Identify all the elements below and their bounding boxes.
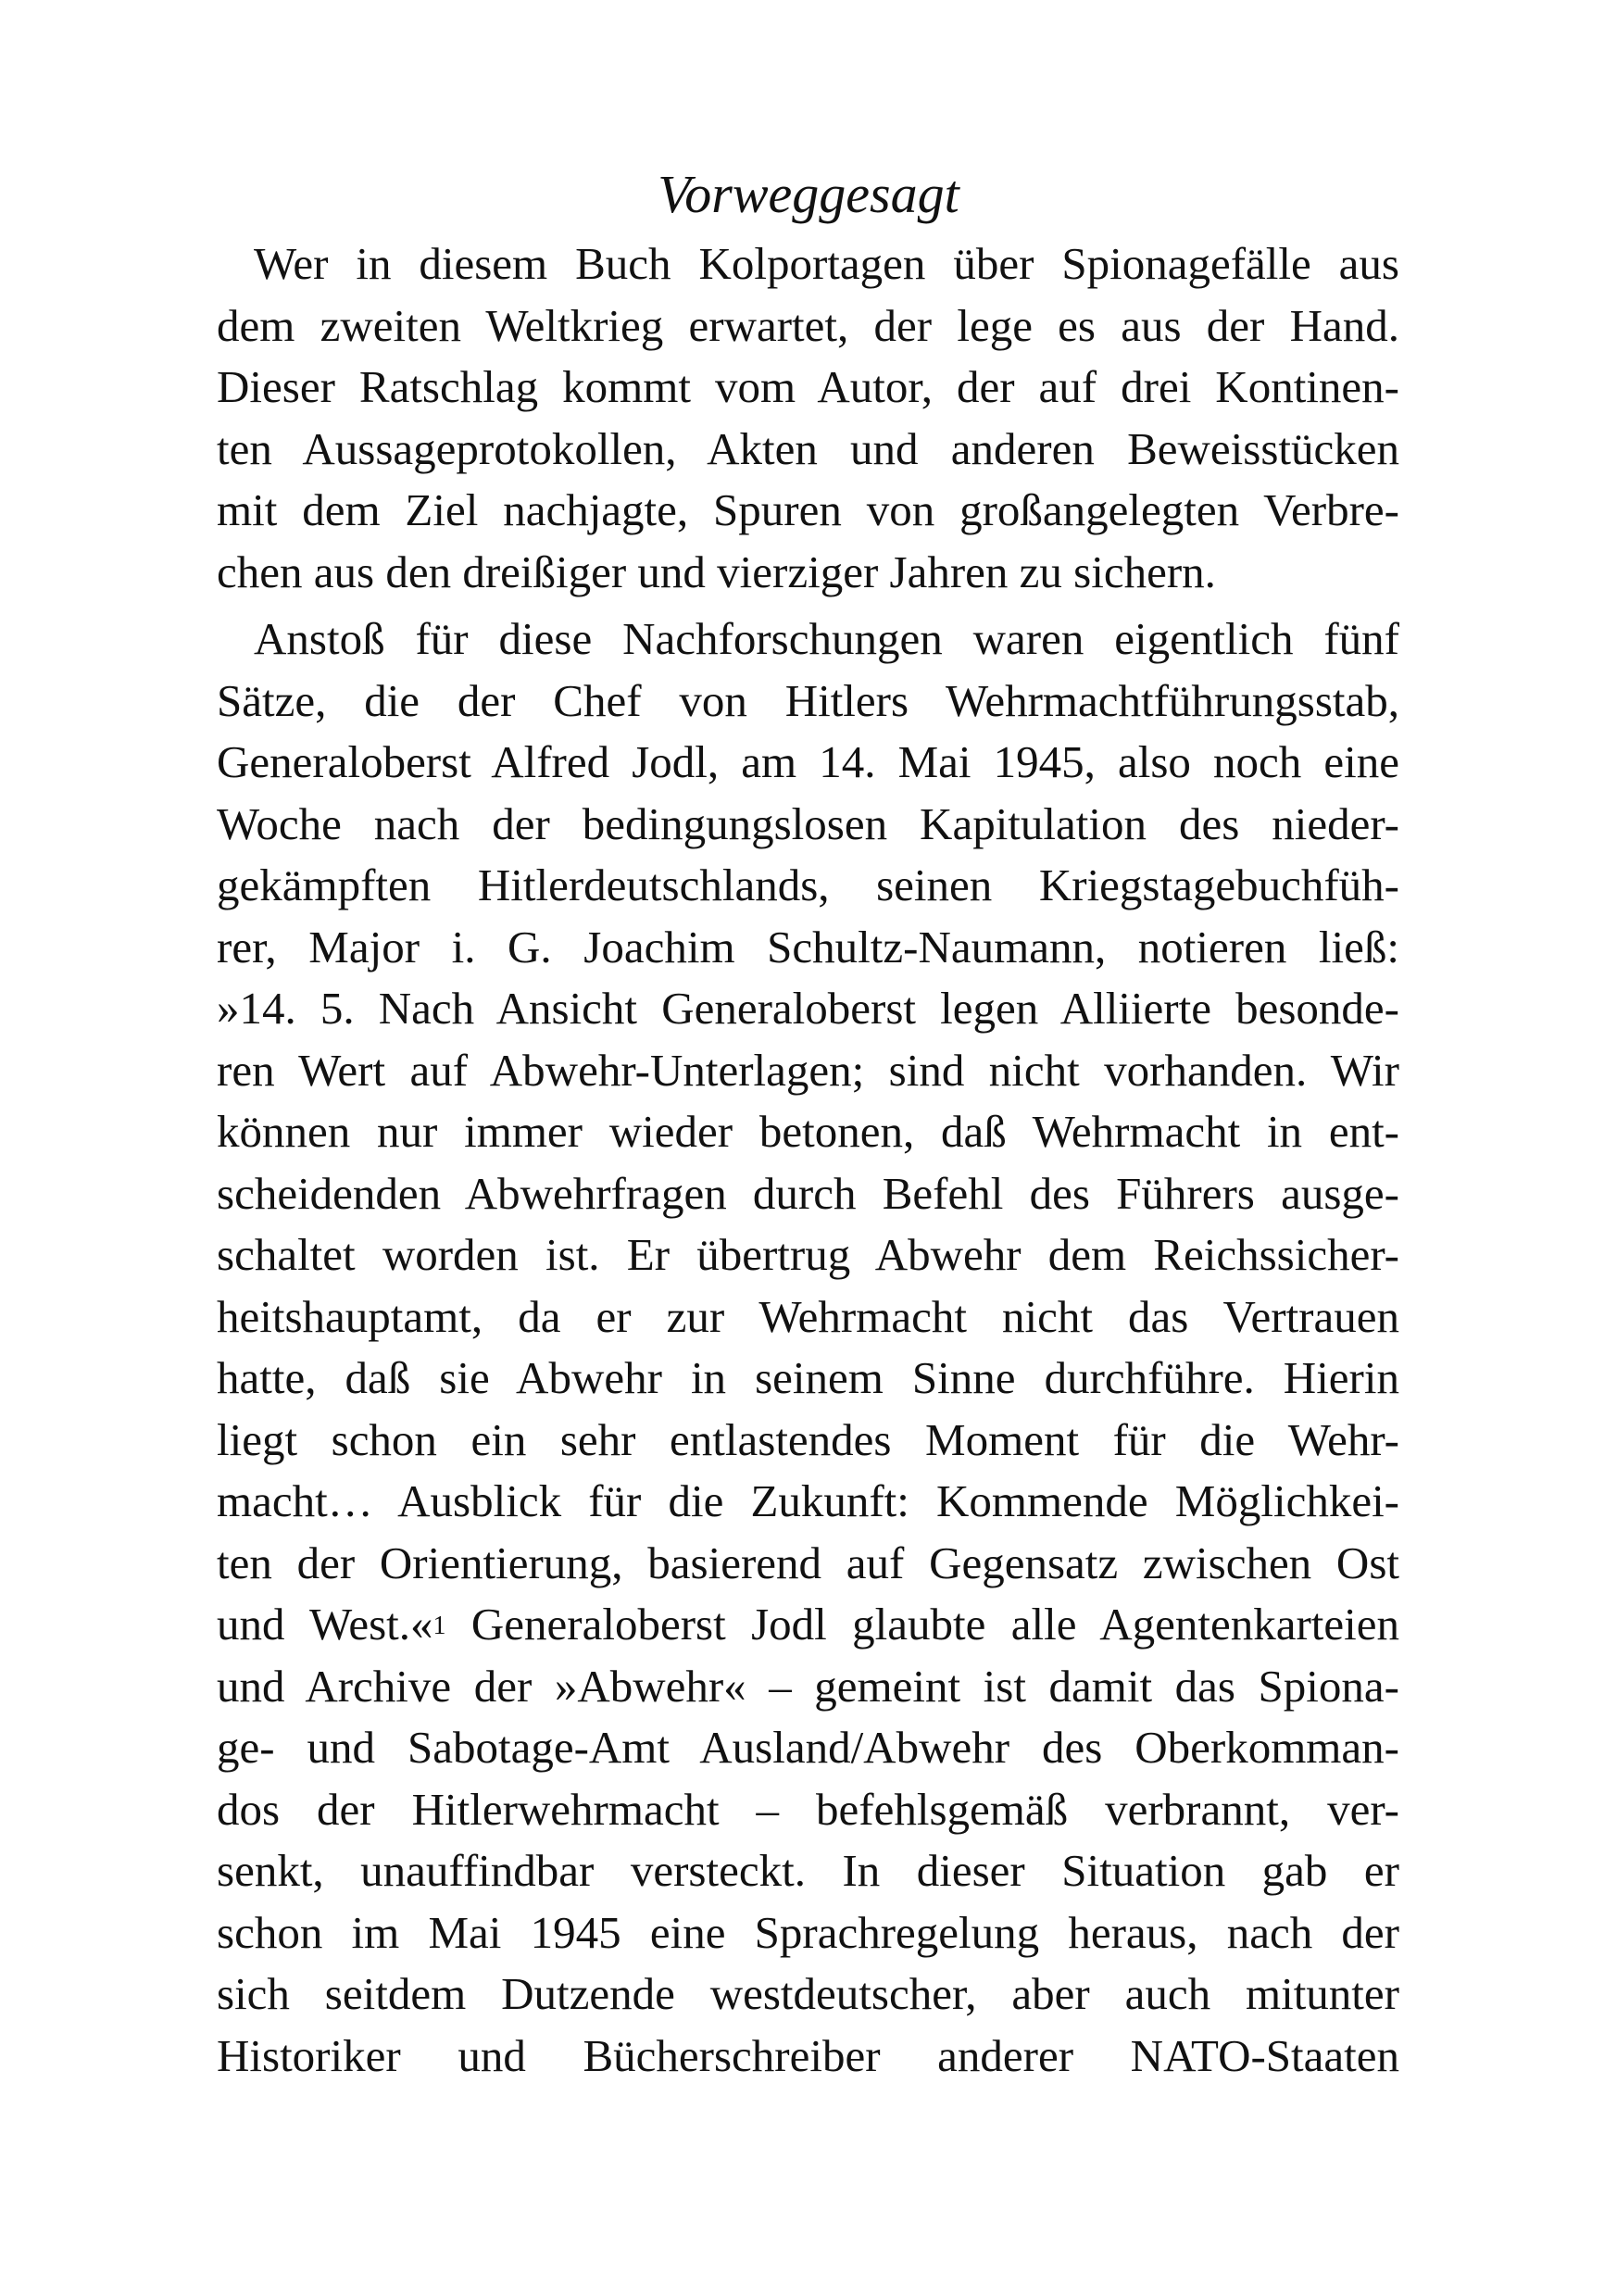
text-line: ten der Orientierung, basierend auf Gegensatz zwischen Ost	[217, 1537, 1399, 1588]
text-line: dem zweiten Weltkrieg erwartet, der lege es aus der Hand.	[217, 299, 1399, 351]
text-line: mit dem Ziel nachjagte, Spuren von großangelegten Verbre-	[217, 484, 1399, 535]
text-line: und Archive der »Abwehr« – gemeint ist damit das Spiona-	[217, 1660, 1399, 1712]
text-line: »14. 5. Nach Ansicht Generaloberst legen Alliierte besonde-	[217, 983, 1399, 1034]
text-line: dos der Hitlerwehrmacht – befehlsgemäß verbrannt, ver-	[217, 1783, 1399, 1835]
footnote-line-start: und West.«	[217, 1599, 433, 1650]
text-line: Woche nach der bedingungslosen Kapitulation des nieder-	[217, 797, 1399, 849]
text-line: senkt, unauffindbar versteckt. In dieser Situation gab er	[217, 1845, 1399, 1896]
body-text	[217, 233, 1399, 2087]
text-line: scheidenden Abwehrfragen durch Befehl des Führers ausge-	[217, 1167, 1399, 1219]
text-line: Dieser Ratschlag kommt vom Autor, der auf drei Kontinen-	[217, 361, 1399, 412]
text-line: Anstoß für diese Nachforschungen waren eigentlich fünf	[254, 613, 1399, 664]
text-line: hatte, daß sie Abwehr in seinem Sinne durchführe. Hierin	[217, 1352, 1399, 1403]
text-line: macht… Ausblick für die Zukunft: Kommende Möglichkei-	[217, 1475, 1399, 1526]
text-line: Wer in diesem Buch Kolportagen über Spionagefälle aus	[254, 238, 1399, 289]
text-line: Sätze, die der Chef von Hitlers Wehrmachtführungsstab,	[217, 674, 1399, 726]
text-line: können nur immer wieder betonen, daß Wehrmacht in ent-	[217, 1106, 1399, 1157]
text-line: heitshauptamt, da er zur Wehrmacht nicht das Vertrauen	[217, 1290, 1399, 1342]
text-line: rer, Major i. G. Joachim Schultz-Naumann, notieren ließ:	[217, 921, 1399, 972]
text-line: Historiker und Bücherschreiber anderer NATO-Staaten	[217, 2029, 1399, 2081]
text-line: schon im Mai 1945 eine Sprachregelung heraus, nach der	[217, 1906, 1399, 1958]
text-line-with-footnote	[217, 1594, 1399, 1656]
text-line: schaltet worden ist. Er übertrug Abwehr dem Reichssicher-	[217, 1229, 1399, 1280]
footnote-line-end: Generaloberst Jodl glaubte alle Agentenkarteien	[445, 1599, 1399, 1650]
text-line: liegt schon ein sehr entlastendes Moment für die Wehr-	[217, 1413, 1399, 1465]
text-line: sich seitdem Dutzende westdeutscher, aber auch mitunter	[217, 1968, 1399, 2019]
text-line: ren Wert auf Abwehr-Unterlagen; sind nicht vorhanden. Wir	[217, 1044, 1399, 1096]
footnote-marker[interactable]: 1	[432, 1612, 446, 1640]
text-line: gekämpften Hitlerdeutschlands, seinen Kriegstagebuchfüh-	[217, 859, 1399, 910]
text-line: ge- und Sabotage-Amt Ausland/Abwehr des Oberkomman-	[217, 1722, 1399, 1773]
text-line: ten Aussageprotokollen, Akten und anderen Beweisstücken	[217, 422, 1399, 474]
text-line: Generaloberst Alfred Jodl, am 14. Mai 1945, also noch eine	[217, 736, 1399, 787]
text-line: chen aus den dreißiger und vierziger Jahren zu sichern.	[217, 546, 1216, 597]
chapter-title: Vorweggesagt	[658, 164, 959, 224]
